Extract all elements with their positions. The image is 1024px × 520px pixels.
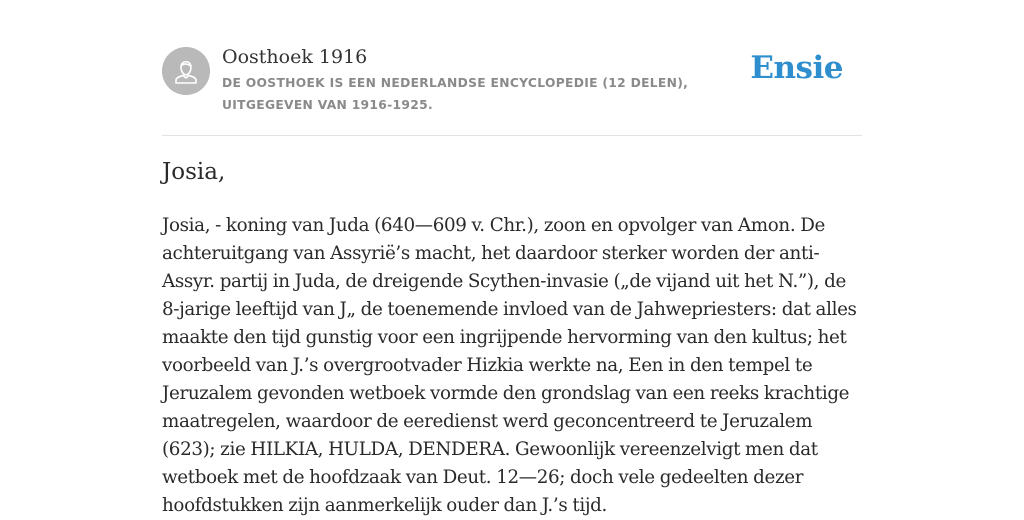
source-title[interactable]: Oosthoek 1916 xyxy=(222,46,368,68)
entry-title: Josia, xyxy=(162,159,226,185)
page-container xyxy=(162,0,862,516)
brand-logo[interactable]: Ensie xyxy=(750,50,843,86)
user-silhouette-icon[interactable] xyxy=(162,47,210,95)
entry-body: Josia, - koning van Juda (640—609 v. Chr.), zoon en opvolger van Amon. De achteruitgang van Assyrië’s macht, het daardoor sterker worden der anti-Assyr. partij in Juda, de dreigende Scythen-invasie („de vijand uit het N.”), de 8-jarige leeftijd van J„ de toenemende invloed van de Jahwepriesters: dat alles maakte den tijd gunstig voor een ingrijpende hervorming van den kultus; het voorbeeld van J.’s overgrootvader Hizkia werkte na, Een in den tempel te Jeruzalem gevonden wetboek vormde den grondslag van een reeks krachtige maatregelen, waardoor de eeredienst werd geconcentreerd te Jeruzalem (623); zie HILKIA, HULDA, DENDERA. Gewoonlijk vereenzelvigt men dat wetboek met de hoofdzaak van Deut. 12—26; doch vele gedeelten dezer hoofdstukken zijn aanmerkelijk ouder dan J.’s tijd. xyxy=(162,215,857,516)
source-header xyxy=(162,0,862,136)
source-description: DE OOSTHOEK IS EEN NEDERLANDSE ENCYCLOPEDIE (12 DELEN), UITGEGEVEN VAN 1916-1925. xyxy=(222,76,689,112)
